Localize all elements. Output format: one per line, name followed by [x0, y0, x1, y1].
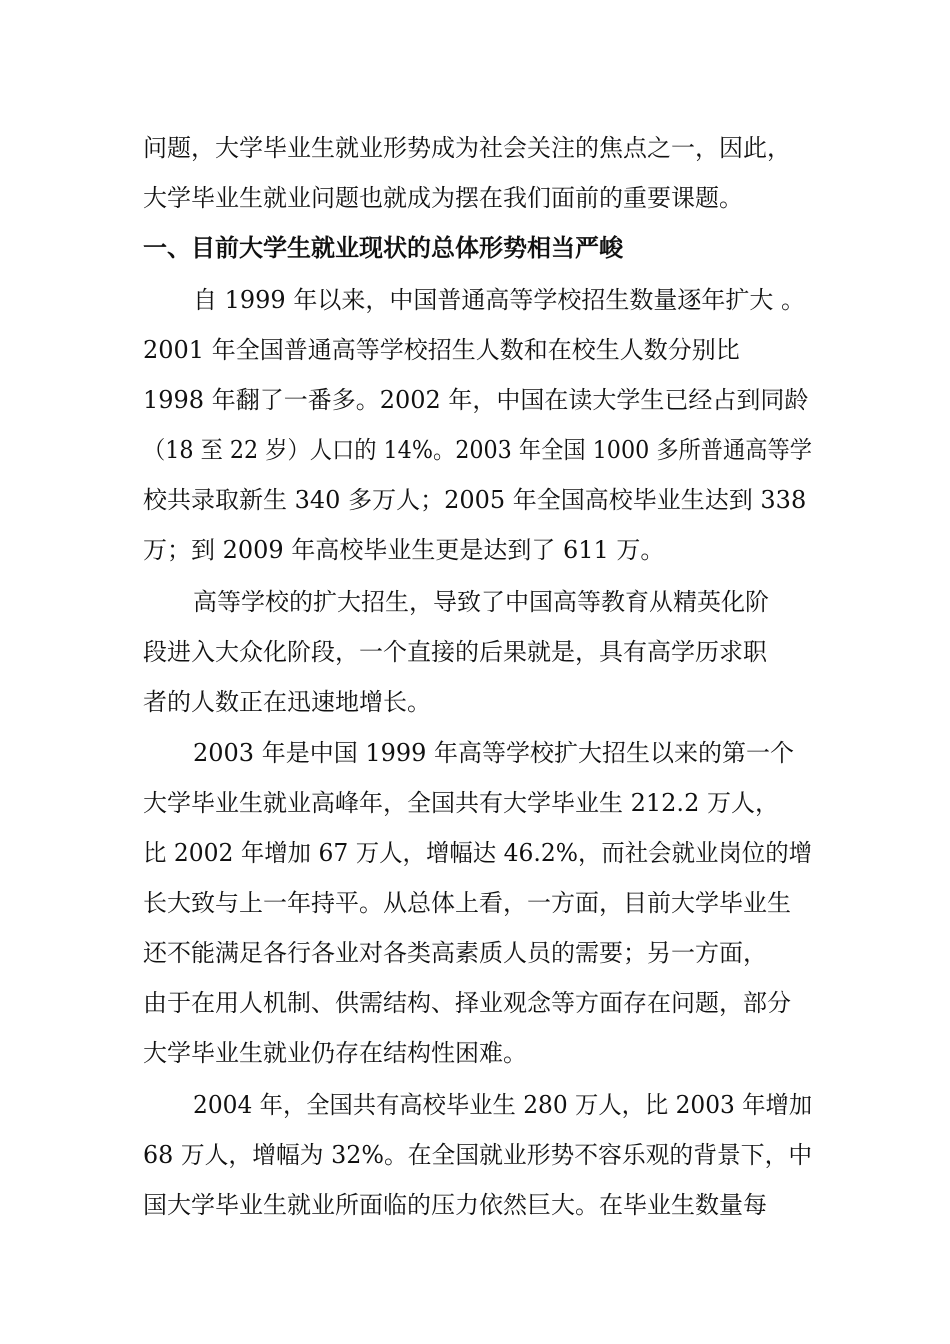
text-line-13: 2003 年是中国 1999 年高等学校扩大招生以来的第一个 [193, 739, 795, 767]
text-line-6: 1998 年翻了一番多。2002 年，中国在读大学生已经占到同龄 [143, 386, 809, 414]
text-line-17: 还不能满足各行各业对各类高素质人员的需要；另一方面， [143, 939, 767, 967]
text-line-1: 问题，大学毕业生就业形势成为社会关注的焦点之一，因此， [143, 134, 791, 162]
text-line-5: 2001 年全国普通高等学校招生人数和在校生人数分别比 [143, 336, 740, 364]
text-line-20: 2004 年，全国共有高校毕业生 280 万人，比 2003 年增加 [193, 1091, 813, 1119]
text-line-16: 长大致与上一年持平。从总体上看，一方面，目前大学毕业生 [143, 889, 791, 917]
text-line-11: 段进入大众化阶段，一个直接的后果就是，具有高学历求职 [143, 638, 767, 666]
text-line-15: 比 2002 年增加 67 万人，增幅达 46.2%，而社会就业岗位的增 [143, 839, 813, 867]
text-line-8: 校共录取新生 340 多万人；2005 年全国高校毕业生达到 338 [143, 486, 807, 514]
text-line-19: 大学毕业生就业仍存在结构性困难。 [143, 1039, 527, 1067]
text-line-4: 自 1999 年以来，中国普通高等学校招生数量逐年扩大 。 [193, 286, 805, 314]
section-heading: 一、目前大学生就业现状的总体形势相当严峻 [143, 234, 623, 262]
text-line-12: 者的人数正在迅速地增长。 [143, 688, 431, 716]
text-line-22: 国大学毕业生就业所面临的压力依然巨大。在毕业生数量每 [143, 1191, 767, 1219]
text-line-21: 68 万人，增幅为 32%。在全国就业形势不容乐观的背景下，中 [143, 1141, 813, 1169]
text-line-18: 由于在用人机制、供需结构、择业观念等方面存在问题，部分 [143, 989, 791, 1017]
text-line-10: 高等学校的扩大招生，导致了中国高等教育从精英化阶 [193, 588, 769, 616]
text-line-9: 万；到 2009 年高校毕业生更是达到了 611 万。 [143, 536, 665, 564]
text-line-14: 大学毕业生就业高峰年，全国共有大学毕业生 212.2 万人， [143, 789, 779, 817]
text-line-7: （18 至 22 岁）人口的 14%。2003 年全国 1000 多所普通高等学 [143, 436, 812, 464]
text-line-2: 大学毕业生就业问题也就成为摆在我们面前的重要课题。 [143, 184, 743, 212]
